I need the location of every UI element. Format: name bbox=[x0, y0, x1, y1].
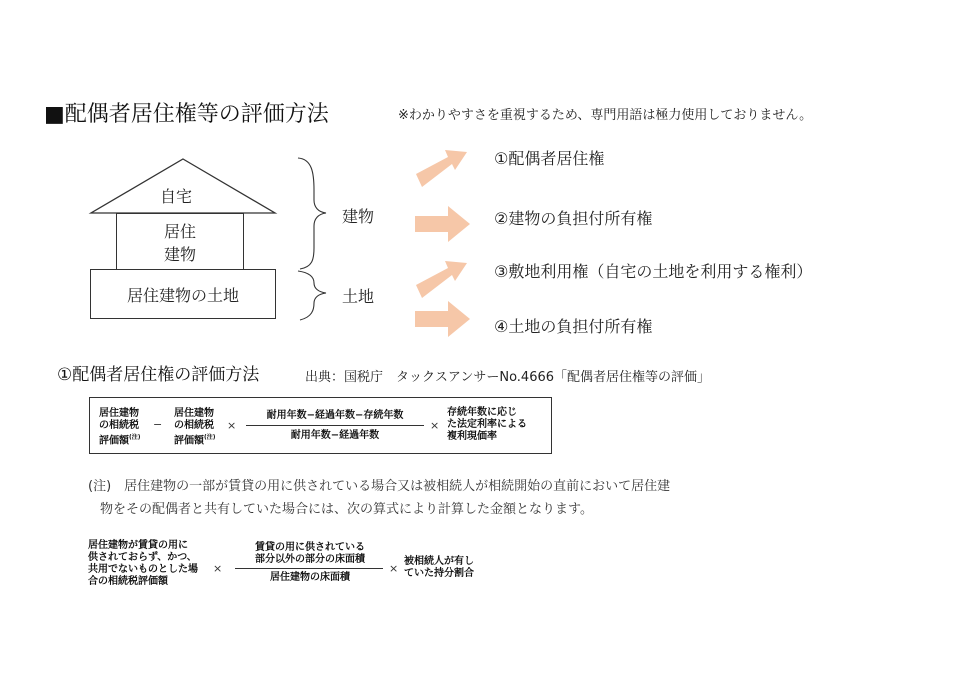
body-label-line1: 居住 bbox=[163, 221, 196, 241]
times-sign: × bbox=[389, 562, 399, 575]
page-title: ■配偶者居住権等の評価方法 bbox=[44, 102, 329, 127]
item-land-use-right: ③敷地利用権（自宅の土地を利用する権利） bbox=[494, 262, 813, 281]
group-building-label: 建物 bbox=[342, 207, 375, 226]
arrows bbox=[410, 145, 480, 340]
minus-sign: − bbox=[153, 418, 163, 431]
note-line-1: (注) 居住建物の一部が賃貸の用に供されている場合又は被相続人が相続開始の直前において居住建 bbox=[88, 479, 671, 494]
formula1-term4: 存続年数に応じ た法定利率による 複利現価率 bbox=[447, 407, 527, 442]
formula2-term1: 居住建物が賃貸の用に 供されておらず、かつ、 共用でないものとした場 合の相続税評価額 bbox=[88, 540, 198, 587]
source-citation: 出典：国税庁 タックスアンサーNo.4666「配偶者居住権等の評価」 bbox=[305, 370, 711, 385]
arrow-up-right-icon bbox=[416, 150, 467, 187]
formula1-denominator: 耐用年数−経過年数 bbox=[290, 430, 380, 441]
house-land bbox=[90, 269, 276, 319]
house-body bbox=[116, 213, 244, 270]
formula2-denominator: 居住建物の床面積 bbox=[270, 572, 350, 583]
arrow-right-icon bbox=[415, 206, 470, 242]
arrow-right-icon bbox=[415, 301, 470, 337]
item-spouse-residence: ①配偶者居住権 bbox=[494, 149, 605, 168]
formula-box bbox=[89, 397, 552, 454]
fraction-bar bbox=[246, 425, 424, 426]
section-heading: ①配偶者居住権の評価方法 bbox=[57, 365, 260, 385]
group-land-label: 土地 bbox=[342, 287, 375, 306]
times-sign: × bbox=[213, 562, 223, 575]
item-land-ownership: ④土地の負担付所有権 bbox=[494, 317, 653, 336]
arrow-up-right-icon bbox=[416, 261, 467, 298]
base-label: 居住建物の土地 bbox=[126, 285, 239, 305]
fraction-bar bbox=[235, 568, 383, 569]
formula1-term2: 居住建物 の相続税 評価額$^{(注)}$ bbox=[174, 408, 216, 447]
formula2-term3: 被相続人が有し ていた持分割合 bbox=[404, 556, 474, 579]
times-sign: × bbox=[430, 419, 440, 432]
roof-label: 自宅 bbox=[160, 187, 193, 206]
item-building-ownership: ②建物の負担付所有権 bbox=[494, 209, 653, 228]
times-sign: × bbox=[227, 419, 237, 432]
note-line-2: 物をその配偶者と共有していた場合には、次の算式により計算した金額となります。 bbox=[100, 502, 593, 517]
formula1-numerator: 耐用年数−経過年数−存続年数 bbox=[266, 410, 404, 421]
brace-group bbox=[292, 155, 332, 325]
formula1-term1: 居住建物 の相続税 評価額$^{(注)}$ bbox=[99, 408, 141, 447]
page-note: ※わかりやすさを重視するため、専門用語は極力使用しておりません。 bbox=[398, 108, 813, 123]
formula2-numerator: 賃貸の用に供されている 部分以外の部分の床面積 bbox=[255, 542, 365, 565]
body-label-line2: 建物 bbox=[163, 244, 196, 264]
